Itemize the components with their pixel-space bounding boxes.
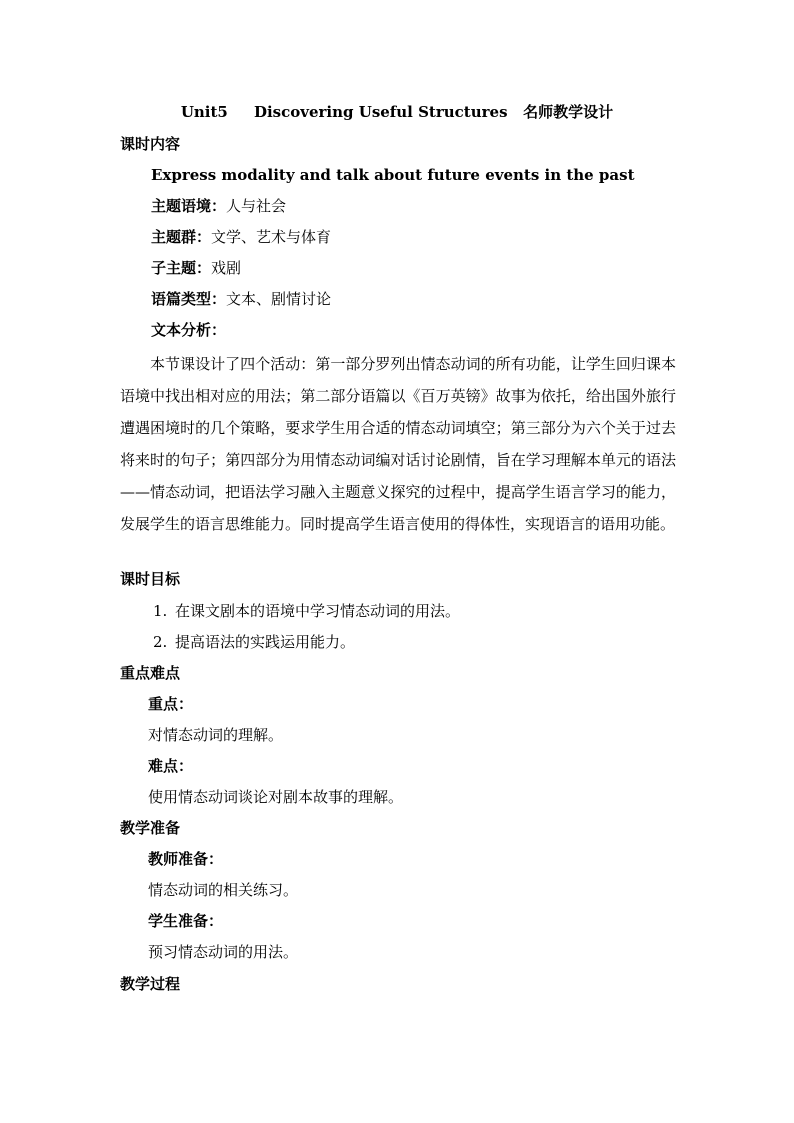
student-preparation-text: 预习情态动词的用法。	[148, 943, 299, 961]
text-type-label: 语篇类型：	[151, 290, 227, 308]
subtopic-value: 戏剧	[211, 259, 242, 277]
section-heading-lesson-content: 课时内容	[120, 135, 181, 153]
document-title: Unit5 Discovering Useful Structures 名师教学设计	[180, 103, 614, 121]
theme-group-label: 主题群：	[151, 228, 212, 246]
focus-text: 对情态动词的理解。	[148, 726, 284, 744]
goal-item-2	[153, 631, 355, 653]
theme-context-line	[151, 195, 286, 217]
theme-context-value: 人与社会	[226, 197, 287, 215]
goal-number: 2.	[153, 633, 168, 651]
difficulty-text: 使用情态动词谈论对剧本故事的理解。	[148, 788, 404, 806]
section-heading-process: 教学过程	[120, 975, 181, 993]
theme-group-value: 文学、艺术与体育	[211, 228, 332, 246]
text-analysis-label: 文本分析：	[151, 321, 227, 339]
teacher-preparation-label: 教师准备：	[148, 850, 224, 868]
theme-group-line	[151, 226, 331, 248]
difficulty-label: 难点：	[148, 757, 194, 775]
text-type-value: 文本、剧情讨论	[226, 290, 332, 308]
goal-item-1	[153, 600, 460, 622]
lesson-topic-english: Express modality and talk about future events in the past	[151, 166, 635, 184]
goal-number: 1.	[153, 602, 168, 620]
section-heading-preparation: 教学准备	[120, 819, 181, 837]
section-heading-key-points: 重点难点	[120, 664, 181, 682]
teacher-preparation-text: 情态动词的相关练习。	[148, 881, 299, 899]
subtopic-label: 子主题：	[151, 259, 212, 277]
subtopic-line	[151, 257, 241, 279]
goal-text: 提高语法的实践运用能力。	[175, 633, 356, 651]
goal-text: 在课文剧本的语境中学习情态动词的用法。	[175, 602, 461, 620]
text-type-line	[151, 288, 331, 310]
text-analysis-paragraph: 本节课设计了四个活动：第一部分罗列出情态动词的所有功能，让学生回归课本语境中找出相对应的用法；第二部分语篇以《百万英镑》故事为依托，给出国外旅行遭遇困境时的几个策略，要求学生用合适的情态动词填空；第三部分为六个关于过去将来时的句子；第四部分为用情态动词编对话讨论剧情，旨在学习理解本单元的语法——情态动词，把语法学习融入主题意义探究的过程中，提高学生语言学习的能力，发展学生的语言思维能力。同时提高学生语言使用的得体性，实现语言的语用功能。	[120, 355, 676, 533]
theme-context-label: 主题语境：	[151, 197, 227, 215]
student-preparation-label: 学生准备：	[148, 912, 224, 930]
section-heading-goals: 课时目标	[120, 570, 181, 588]
focus-label: 重点：	[148, 695, 194, 713]
